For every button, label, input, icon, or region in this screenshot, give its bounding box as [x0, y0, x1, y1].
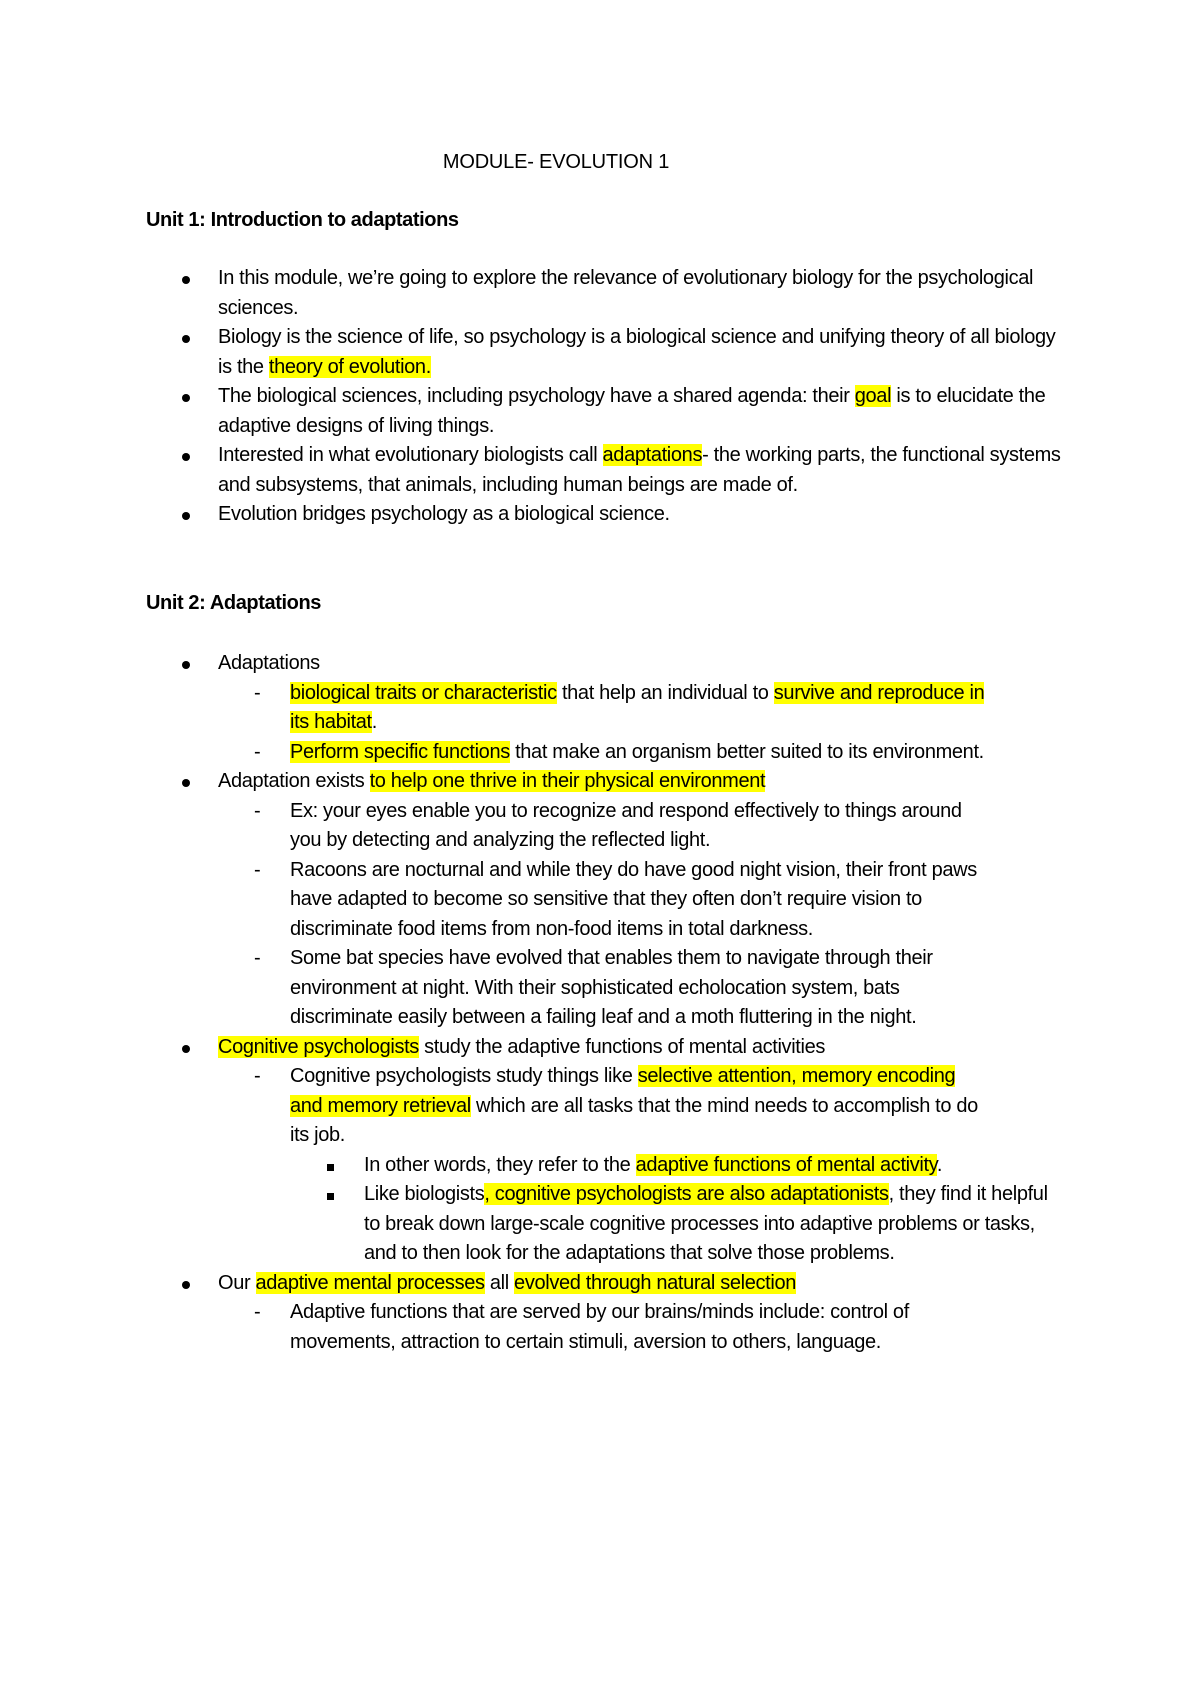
dash-bullet-icon: - [254, 681, 261, 704]
unit-2-list-item [0, 1151, 1064, 1181]
dash-bullet-icon: - [254, 799, 261, 822]
unit-1-list [0, 264, 1200, 530]
text-segment: . [371, 711, 377, 733]
highlighted-text: adaptations [602, 444, 703, 466]
square-bullet-icon [327, 1180, 334, 1210]
text-segment: Ex: your eyes enable you to recognize and respond effectively to things around you by detecting and analyzing the reflected light. [290, 799, 962, 851]
highlighted-text: biological traits or characteristic [290, 681, 557, 704]
bullet-icon [182, 264, 190, 294]
text-segment: is to elucidate the adaptive designs of living things. [218, 385, 1046, 437]
highlighted-text: evolved through natural selection [514, 1271, 797, 1294]
highlighted-text: Cognitive psychologists [218, 1035, 419, 1058]
highlighted-text: , cognitive psychologists are also adaptationists [484, 1183, 889, 1205]
unit-2-list-item [0, 1033, 1065, 1063]
bullet-icon [182, 323, 190, 353]
text-segment: - the working parts, the functional systems and subsystems, that animals, including human beings are made of. [218, 444, 1061, 496]
unit-2-list-item [0, 797, 990, 856]
unit-2-list-item [0, 679, 990, 738]
text-segment: Biology is the science of life, so psychology is a biological science and unifying theory of all biology is the [218, 326, 1056, 378]
dash-bullet-icon: - [254, 858, 261, 881]
text-segment: The biological sciences, including psychology have a shared agenda: their [218, 385, 855, 407]
bullet-icon [182, 441, 190, 471]
text-segment: , they find it helpful to break down large-scale cognitive processes into adaptive problems or tasks, and to then look for the adaptations that solve those problems. [364, 1183, 1048, 1264]
highlighted-text: Perform specific functions [290, 740, 510, 763]
unit-1-list-item [0, 264, 1065, 323]
unit-2-list-item [0, 944, 990, 1033]
unit-2-heading: Unit 2: Adaptations [146, 592, 321, 614]
unit-2-list-item [0, 1062, 990, 1151]
dash-bullet-icon: - [254, 740, 261, 763]
document-title: MODULE- EVOLUTION 1 [442, 151, 670, 173]
text-segment: Our [218, 1271, 256, 1294]
bullet-icon [182, 1269, 190, 1299]
unit-2-list-item [0, 856, 990, 945]
unit-1-list-item [0, 441, 1065, 500]
bullet-icon [182, 767, 190, 797]
text-segment: Some bat species have evolved that enables them to navigate through their environment at night. With their sophisticated echolocation system, bats discriminate easily between a failing leaf and a moth fluttering in the night. [290, 947, 933, 1028]
bullet-icon [182, 649, 190, 679]
bullet-icon [182, 382, 190, 412]
highlighted-text: theory of evolution. [268, 355, 431, 378]
text-segment: study the adaptive functions of mental activities [418, 1035, 826, 1058]
bullet-icon [182, 500, 190, 530]
highlighted-text: goal [854, 385, 892, 407]
text-segment: Evolution bridges psychology as a biological science. [218, 503, 670, 525]
unit-1-list-item [0, 500, 1065, 530]
unit-1-heading: Unit 1: Introduction to adaptations [146, 209, 459, 231]
unit-2-list-item [0, 767, 1065, 797]
text-segment: Adaptive functions that are served by our brains/minds include: control of movements, attraction to certain stimuli, aversion to others, language. [290, 1301, 909, 1353]
text-segment: Like biologists [364, 1183, 485, 1205]
text-segment: In other words, they refer to the [364, 1153, 636, 1176]
text-segment: . [936, 1153, 943, 1176]
text-segment: that make an organism better suited to its environment. [509, 740, 984, 763]
unit-2-list-item [0, 1180, 1064, 1269]
highlighted-text: selective attention, memory encoding and memory retrieval [290, 1065, 956, 1117]
dash-bullet-icon: - [254, 1301, 261, 1323]
bullet-icon [182, 1033, 190, 1063]
dash-bullet-icon: - [254, 1065, 261, 1087]
unit-2-list-item [0, 738, 990, 768]
text-segment: all [484, 1271, 515, 1294]
highlighted-text: adaptive mental processes [255, 1271, 485, 1294]
unit-1-list-item [0, 323, 1065, 382]
dash-bullet-icon: - [254, 947, 261, 969]
highlighted-text: adaptive functions of mental activity [635, 1153, 937, 1176]
highlighted-text: to help one thrive in their physical environment [369, 770, 766, 792]
unit-2-list-item [0, 1269, 1065, 1299]
text-segment: Adaptations [218, 652, 320, 674]
unit-2-list [0, 649, 1200, 1357]
unit-2-list-item [0, 1298, 990, 1357]
text-segment: Cognitive psychologists study things like [290, 1065, 638, 1087]
text-segment: Racoons are nocturnal and while they do have good night vision, their front paws have adapted to become so sensitive that they often don’t require vision to discriminate food items from non-food items in total darkness. [290, 858, 977, 940]
text-segment: which are all tasks that the mind needs to accomplish to do its job. [290, 1094, 978, 1146]
text-segment: Adaptation exists [218, 770, 370, 792]
unit-1-list-item [0, 382, 1065, 441]
text-segment: In this module, we’re going to explore the relevance of evolutionary biology for the psychological sciences. [218, 267, 1034, 319]
highlighted-text: survive and reproduce in its habitat [290, 681, 985, 733]
unit-2-list-item [0, 649, 1065, 679]
square-bullet-icon [327, 1151, 334, 1181]
text-segment: that help an individual to [556, 681, 774, 704]
text-segment: Interested in what evolutionary biologists call [218, 444, 603, 466]
